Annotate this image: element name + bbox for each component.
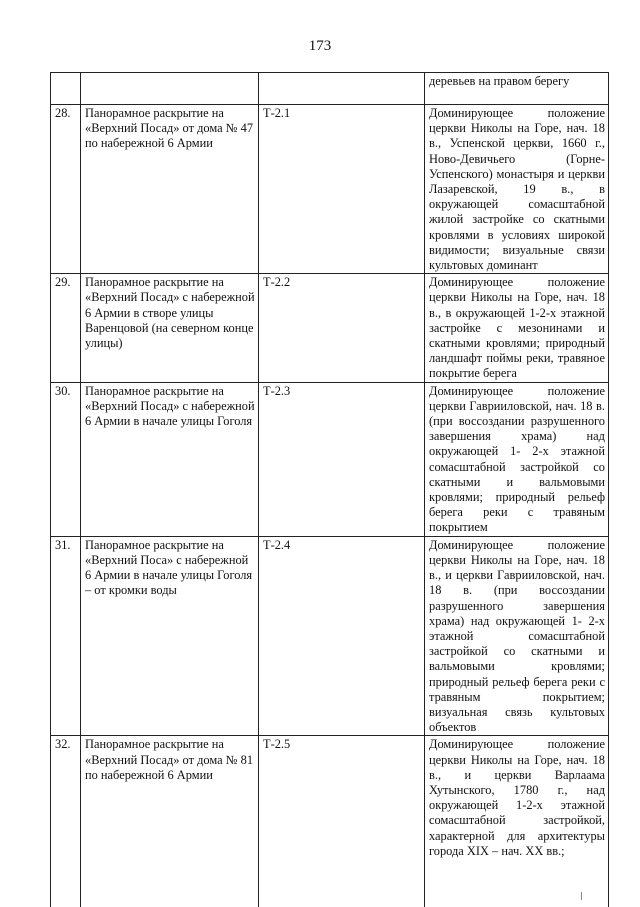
viewpoint-name	[81, 73, 259, 105]
scan-mark	[581, 892, 582, 900]
viewpoints-table	[50, 72, 609, 907]
row-number: 31.	[51, 536, 81, 736]
viewpoint-description: Доминирующее положение церкви Николы на Горе, нач. 18 в., и церкви Гаврииловской, нач. 18 в. (при воссоздании разрушенного завершения храма) над окружающей 1- 2-х этажной сомасштабной застройкой со скатными и вальмовыми кровлями; природный рельеф берега реки с травяным покрытием; визуальная связь культовых объектов	[425, 536, 609, 736]
viewpoint-name: Панорамное раскрытие на «Верхний Поса» с набережной 6 Армии в начале улицы Гоголя – от кромки воды	[81, 536, 259, 736]
viewpoint-name: Панорамное раскрытие на «Верхний Посад» с набережной 6 Армии в створе улицы Варенцовой (на северном конце улицы)	[81, 274, 259, 382]
viewpoint-description: Доминирующее положение церкви Николы на Горе, нач. 18 в., и церкви Варлаама Хутынского, 1780 г., над окружающей 1-2-х этажной сомасштабной застройкой, характерной для архитектуры города XIX – нач. XX вв.;	[425, 736, 609, 907]
viewpoint-code: Т-2.1	[259, 105, 425, 274]
row-number: 28.	[51, 105, 81, 274]
viewpoint-name: Панорамное раскрытие на «Верхний Посад» от дома № 47 по набережной 6 Армии	[81, 105, 259, 274]
viewpoint-description: Доминирующее положение церкви Гаврииловской, нач. 18 в. (при воссоздании разрушенного завершения храма) над окружающей 1- 2-х этажной сомасштабной застройкой со скатными и вальмовыми кровлями; природный рельеф берега реки с травяным покрытием	[425, 382, 609, 536]
table-row	[51, 105, 609, 274]
table-row-continuation	[51, 73, 609, 105]
row-number	[51, 73, 81, 105]
viewpoint-code	[259, 73, 425, 105]
table-row	[51, 274, 609, 382]
viewpoint-description: Доминирующее положение церкви Николы на Горе, нач. 18 в., в окружающей 1-2-х этажной застройке с мезонинами и скатными кровлями; природный ландшафт поймы реки, травяное покрытие берега	[425, 274, 609, 382]
row-number: 29.	[51, 274, 81, 382]
page-number: 173	[308, 38, 332, 54]
row-number: 32.	[51, 736, 81, 907]
viewpoint-code: Т-2.2	[259, 274, 425, 382]
row-number: 30.	[51, 382, 81, 536]
viewpoint-name: Панорамное раскрытие на «Верхний Посад» с набережной 6 Армии в начале улицы Гоголя	[81, 382, 259, 536]
viewpoint-description: деревьев на правом берегу	[425, 73, 609, 105]
table-row	[51, 736, 609, 907]
viewpoint-code: Т-2.3	[259, 382, 425, 536]
table-row	[51, 536, 609, 736]
viewpoint-name: Панорамное раскрытие на «Верхний Посад» от дома № 81 по набережной 6 Армии	[81, 736, 259, 907]
table-row	[51, 382, 609, 536]
viewpoint-code: Т-2.5	[259, 736, 425, 907]
viewpoint-description: Доминирующее положение церкви Николы на Горе, нач. 18 в., Успенской церкви, 1660 г., Ново-Девичьего (Горне-Успенского) монастыря и церкви Лазаревской, 19 в., в окружающей сомасштабной жилой застройке со скатными кровлями в условиях широкой видимости; визуальные связи культовых доминант	[425, 105, 609, 274]
viewpoint-code: Т-2.4	[259, 536, 425, 736]
